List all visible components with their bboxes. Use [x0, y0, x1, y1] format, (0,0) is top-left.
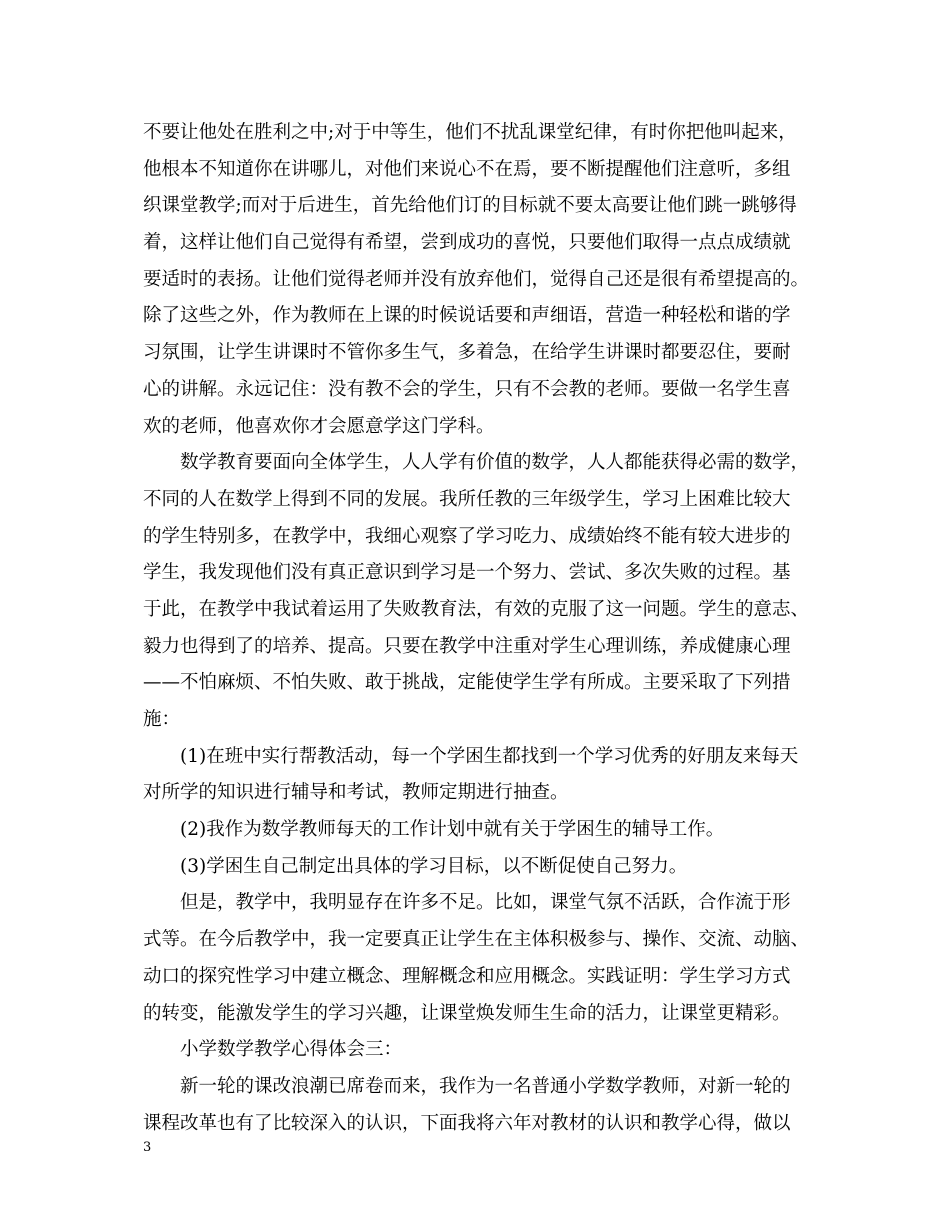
text-line: 的转变，能激发学生的学习兴趣，让课堂焕发师生生命的活力，让课堂更精彩。 — [143, 1002, 791, 1024]
text-line: 但是，教学中，我明显存在许多不足。比如，课堂气氛不活跃，合作流于形 — [180, 892, 791, 914]
text-line: 新一轮的课改浪潮已席卷而来，我作为一名普通小学数学教师，对新一轮的 — [180, 1075, 791, 1097]
text-line: 他根本不知道你在讲哪儿，对他们来说心不在焉，要不断提醒他们注意听，多组 — [143, 158, 791, 180]
text-line: (2)我作为数学教师每天的工作计划中就有关于学困生的辅导工作。 — [180, 819, 725, 841]
text-line: 课程改革也有了比较深入的认识，下面我将六年对教材的认识和教学心得，做以 — [143, 1112, 791, 1134]
text-line: 欢的老师，他喜欢你才会愿意学这门学科。 — [143, 415, 495, 437]
page-number: 3 — [143, 1140, 152, 1155]
text-line: 于此，在教学中我试着运用了失败教育法，有效的克服了这一问题。学生的意志、 — [143, 598, 810, 620]
text-line: 小学数学教学心得体会三： — [180, 1039, 403, 1061]
text-line: 要适时的表扬。让他们觉得老师并没有放弃他们，觉得自己还是很有希望提高的。 — [143, 268, 810, 290]
text-line: 式等。在今后教学中，我一定要真正让学生在主体积极参与、操作、交流、动脑、 — [143, 929, 810, 951]
body-text — [143, 115, 823, 1142]
text-line: 动口的探究性学习中建立概念、理解概念和应用概念。实践证明：学生学习方式 — [143, 965, 791, 987]
text-line: 织课堂教学;而对于后进生，首先给他们订的目标就不要太高要让他们跳一跳够得 — [143, 195, 797, 217]
text-line: 学生，我发现他们没有真正意识到学习是一个努力、尝试、多次失败的过程。基 — [143, 562, 791, 584]
text-line: 的学生特别多，在教学中，我细心观察了学习吃力、成绩始终不能有较大进步的 — [143, 525, 791, 547]
text-line: 着，这样让他们自己觉得有希望，尝到成功的喜悦，只要他们取得一点点成绩就 — [143, 232, 791, 254]
text-line: 不要让他处在胜利之中;对于中等生，他们不扰乱课堂纪律，有时你把他叫起来， — [143, 122, 797, 143]
text-line: (1)在班中实行帮教活动，每一个学困生都找到一个学习优秀的好朋友来每天 — [180, 745, 799, 767]
text-line: 习氛围，让学生讲课时不管你多生气，多着急，在给学生讲课时都要忍住，要耐 — [143, 342, 791, 364]
text-line: 对所学的知识进行辅导和考试，教师定期进行抽查。 — [143, 782, 569, 804]
text-line: 心的讲解。永远记住：没有教不会的学生，只有不会教的老师。要做一名学生喜 — [143, 378, 791, 400]
text-line: 不同的人在数学上得到不同的发展。我所任教的三年级学生，学习上困难比较大 — [143, 488, 791, 510]
text-line: 施： — [143, 709, 181, 730]
text-line: (3)学困生自己制定出具体的学习目标，以不断促使自己努力。 — [180, 855, 688, 877]
text-line: 数学教育要面向全体学生，人人学有价值的数学，人人都能获得必需的数学， — [180, 452, 810, 474]
text-line: ——不怕麻烦、不怕失败、敢于挑战，定能使学生学有所成。主要采取了下列措 — [143, 672, 791, 694]
text-line: 毅力也得到了的培养、提高。只要在教学中注重对学生心理训练，养成健康心理 — [143, 635, 791, 657]
text-line: 除了这些之外，作为教师在上课的时候说话要和声细语，营造一种轻松和谐的学 — [143, 305, 791, 327]
